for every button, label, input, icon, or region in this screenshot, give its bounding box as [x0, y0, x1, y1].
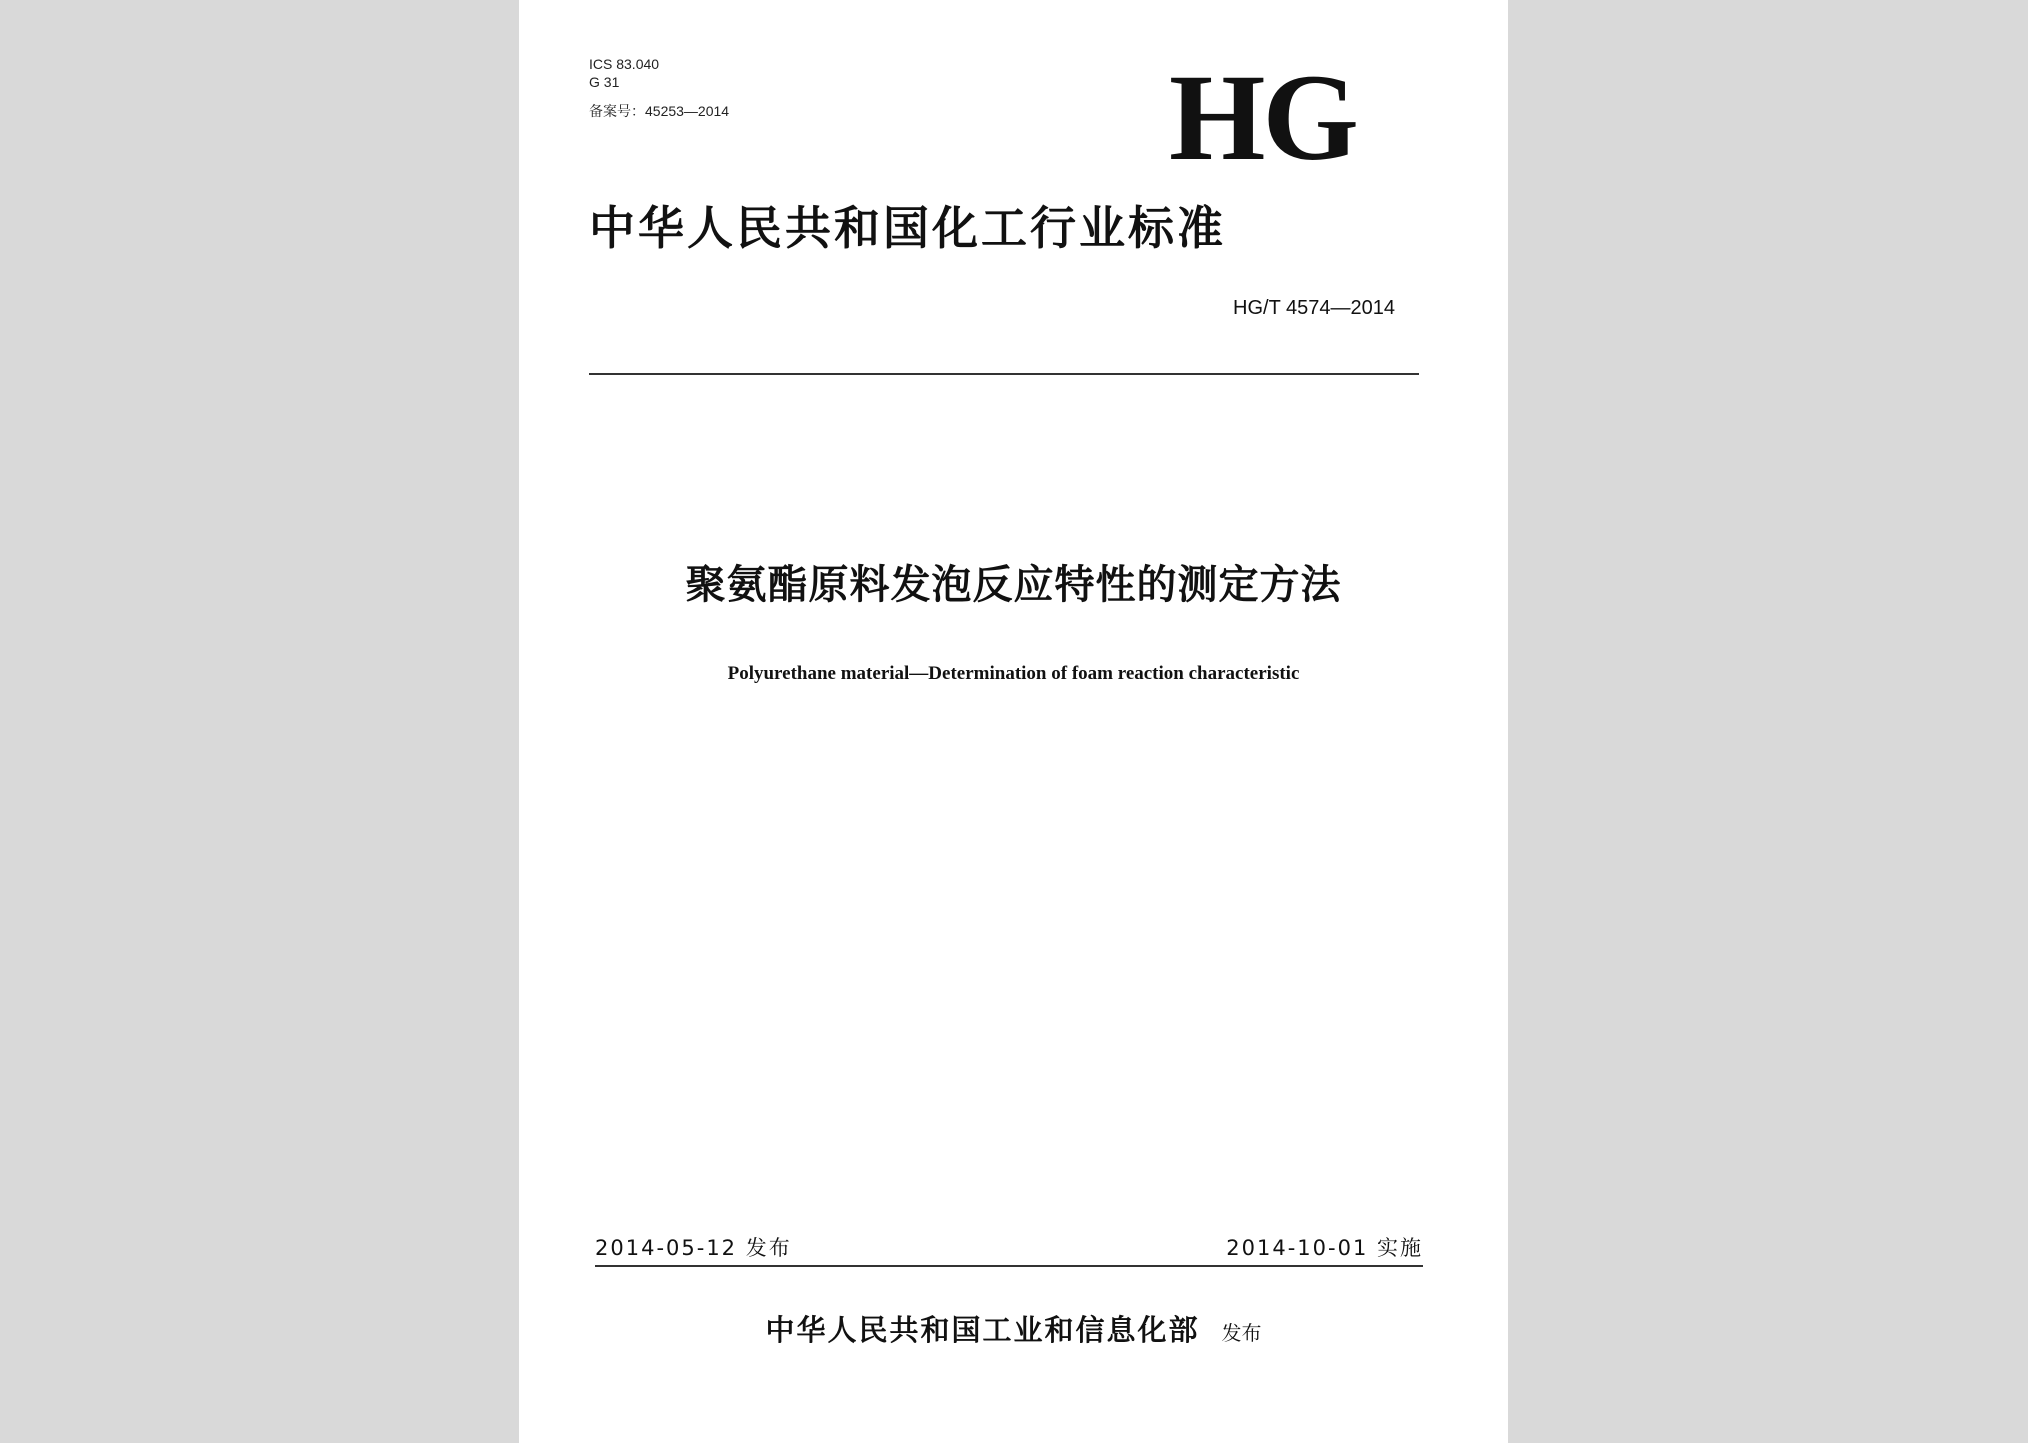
publisher-line [519, 1312, 1508, 1351]
document-page [519, 0, 1508, 1443]
issue-date: 2014-05-12 发布 [595, 1236, 792, 1260]
top-divider [589, 373, 1419, 375]
classification-code: G 31 [589, 74, 620, 90]
standard-title: 中华人民共和国化工行业标准 [589, 201, 1226, 255]
implementation-date: 2014-10-01 实施 [1226, 1236, 1423, 1260]
publisher-suffix: 发布 [1221, 1321, 1262, 1345]
publisher-name: 中华人民共和国工业和信息化部 [765, 1313, 1200, 1347]
ics-code: ICS 83.040 [589, 56, 660, 72]
record-number: 备案号：45253—2014 [589, 103, 730, 119]
standard-code: HG/T 4574—2014 [1233, 297, 1395, 319]
hg-logo: HG [1169, 49, 1356, 186]
document-title-chinese: 聚氨酯原料发泡反应特性的测定方法 [685, 562, 1342, 608]
document-title-english: Polyurethane material—Determination of foam reaction characteristic [727, 663, 1300, 684]
bottom-divider [595, 1265, 1423, 1267]
